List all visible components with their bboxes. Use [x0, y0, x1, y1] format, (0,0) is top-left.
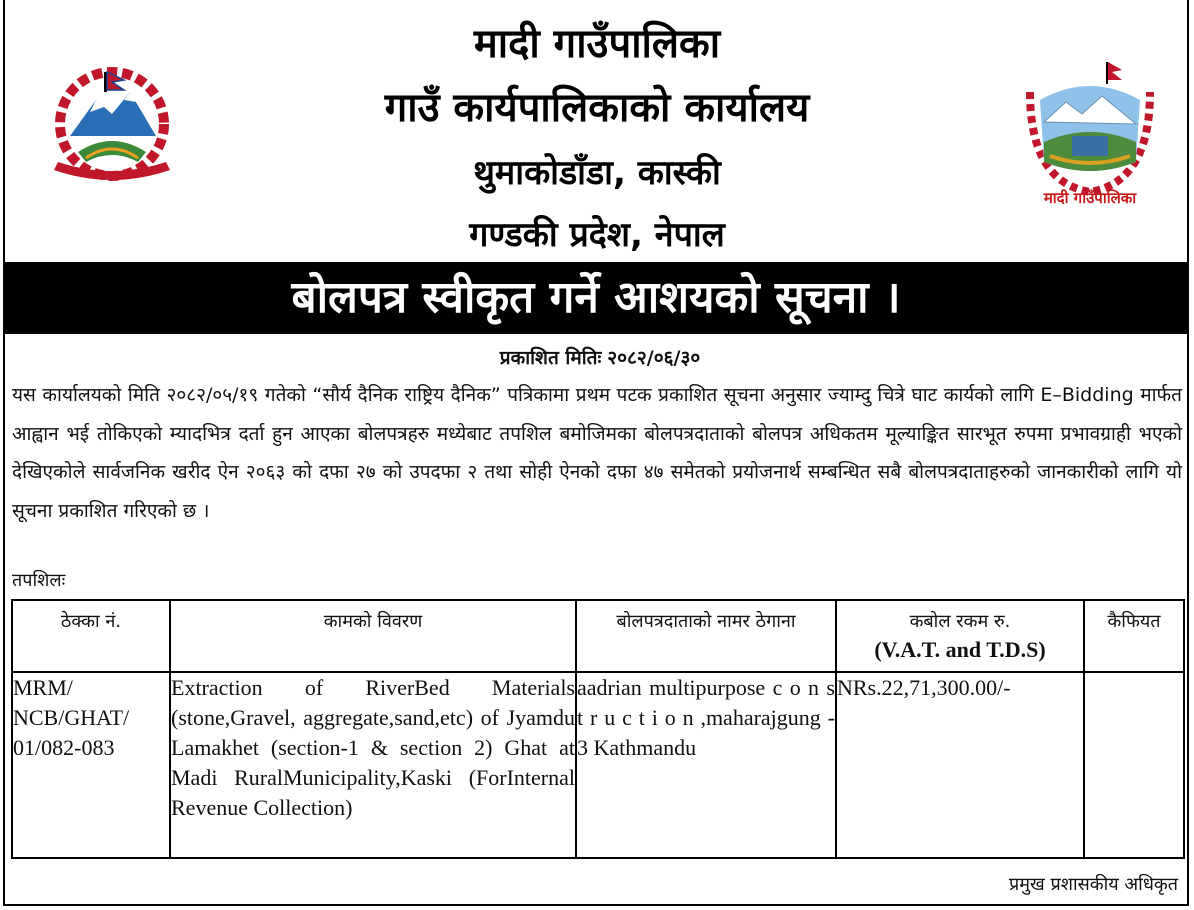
- cell-remarks: [1084, 672, 1184, 858]
- cell-bidder: aadrian multipurpose c o n s t r u c t i o n ,maharajgung - 3 Kathmandu: [576, 672, 836, 858]
- publication-date: [0, 344, 1194, 370]
- office-location: थुमाकोडाँडा, कास्की: [473, 153, 721, 193]
- header-contract-no: ठेक्का नं.: [12, 600, 170, 672]
- table-header-row: [12, 600, 1184, 672]
- header-bidder: बोलपत्रदाताको नामर ठेगाना: [576, 600, 836, 672]
- details-label: तपशिलः: [12, 570, 66, 591]
- signatory-title: प्रमुख प्रशासकीय अधिकृत: [1009, 874, 1178, 895]
- publication-date-label: प्रकाशित मितिः: [499, 347, 602, 369]
- notice-paragraph: यस कार्यालयको मिति २०८२/०५/१९ गतेको “सौर्य दैनिक राष्ट्रिय दैनिक” पत्रिकामा प्रथम पटक प्रकाशित सूचना अनुसार ज्याम्दु चित्रे घाट कार्यको लागि E–Bidding मार्फत आह्वान भई तोकिएको म्यादभित्र दर्ता हुन आएका बोलपत्रहरु मध्येबाट तपशिल बमोजिमका बोलपत्रदाताको बोलपत्र अधिकतम मूल्याङ्कित सारभूत रुपमा प्रभावग्राही भएको देखिएकोले सार्वजनिक खरीद ऐन २०६३ को दफा २७ को उपदफा २ तथा सोही ऐनको दफा ४७ समेतको प्रयोजनार्थ सम्बन्धित सबै बोलपत्रदाताहरुको जानकारीको लागि यो सूचना प्रकाशित गरिएको छ ।: [12, 384, 1182, 522]
- header-description: कामको विवरण: [170, 600, 576, 672]
- nepal-emblem-icon: [34, 66, 190, 190]
- cell-description: Extraction of RiverBed Materials (stone,Gravel, aggregate,sand,etc) of Jyamdu Lamakhet (section-1 & section 2) Ghat at Madi RuralMunicipality,Kaski (ForInternal Revenue Collection): [170, 672, 576, 858]
- cell-amount: NRs.22,71,300.00/-: [836, 672, 1084, 858]
- municipality-name: मादी गाउँपालिका: [473, 21, 721, 67]
- cell-contract-no: MRM/ NCB/GHAT/ 01/082-083: [12, 672, 170, 858]
- notice-title-banner: बोलपत्र स्वीकृत गर्ने आशयको सूचना ।: [4, 262, 1188, 334]
- municipality-logo-caption: मादी गाउँपालिका: [1043, 189, 1137, 207]
- bid-details-table: [11, 599, 1185, 859]
- header-amount: [836, 600, 1084, 672]
- header-amount-label: कबोल रकम रु.: [909, 611, 1011, 632]
- header-remarks: कैफियत: [1084, 600, 1184, 672]
- table-row: [12, 672, 1184, 858]
- province-country: गण्डकी प्रदेश, नेपाल: [469, 215, 725, 255]
- header-amount-sub: (V.A.T. and T.D.S): [874, 637, 1046, 662]
- office-name: गाउँ कार्यपालिकाको कार्यालय: [384, 85, 810, 131]
- publication-date-value: २०८२/०६/३०: [607, 347, 701, 369]
